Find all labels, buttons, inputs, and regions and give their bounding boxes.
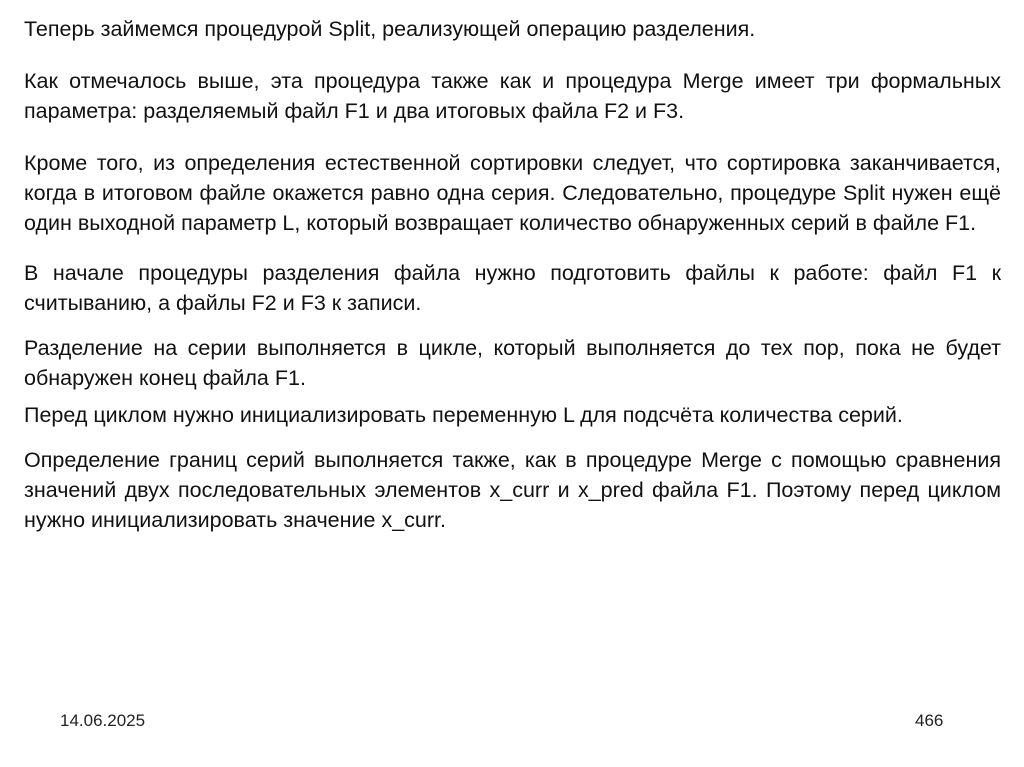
paragraph-parameters: Как отмечалось выше, эта процедура также как и процедура Merge имеет три формальных параметра: разделяемый файл F1 и два итоговых файла F2 и F3.: [24, 69, 1001, 123]
paragraph-file-preparation: В начале процедуры разделения файла нужно подготовить файлы к работе: файл F1 к считыванию, а файлы F2 и F3 к записи.: [24, 261, 1001, 315]
slide-body: [24, 14, 1001, 535]
footer-date: 14.06.2025: [60, 711, 146, 730]
page-number: 466: [915, 711, 944, 730]
paragraph-loop: Разделение на серии выполняется в цикле, который выполняется до тех пор, пока не будет обнаружен конец файла F1.: [24, 336, 1001, 390]
paragraph-counter-init: Перед циклом нужно инициализировать переменную L для подсчёта количества серий.: [24, 403, 903, 427]
paragraph-output-parameter: Кроме того, из определения естественной сортировки следует, что сортировка заканчивается, когда в итоговом файле окажется равно одна серия. Следовательно, процедуре Split нужен ещё один выходной параметр L, который возвращает количество обнаруженных серий в файле F1.: [24, 151, 1001, 235]
paragraph-series-boundaries: Определение границ серий выполняется также, как в процедуре Merge с помощью сравнения значений двух последовательных элементов x_curr и x_pred файла F1. Поэтому перед циклом нужно инициализировать значение x_curr.: [24, 448, 1001, 532]
paragraph-intro: Теперь займемся процедурой Split, реализующей операцию разделения.: [24, 17, 756, 41]
